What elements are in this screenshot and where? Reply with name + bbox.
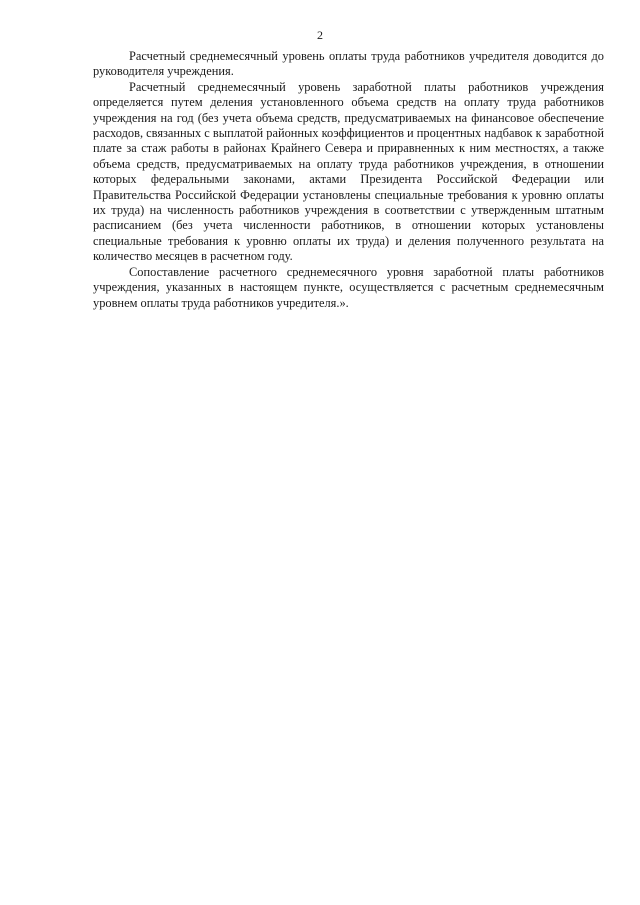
document-body <box>93 49 604 311</box>
paragraph-1: Расчетный среднемесячный уровень оплаты труда работников учредителя доводится до руководителя учреждения. <box>93 49 604 79</box>
paragraph-2: Расчетный среднемесячный уровень заработной платы работников учреждения определяется путем деления установленного объема средств на оплату труда работников учреждения на год (без учета объема средств, предусматриваемых на финансовое обеспечение расходов, связанных с выплатой районных коэффициентов и процентных надбавок к заработной плате за стаж работы в районах Крайнего Севера и приравненных к ним местностях, а также объема средств, предусматриваемых на оплату труда работников учреждения, в отношении которых федеральными законами, актами Президента Российской Федерации или Правительства Российской Федерации установлены специальные требования к уровню оплаты их труда) на численность работников учреждения в соответствии с утвержденным штатным расписанием (без учета численности работников, в отношении которых установлены специальные требования к уровню оплаты их труда) и деления полученного результата на количество месяцев в расчетном году. <box>93 79 604 264</box>
paragraph-3: Сопоставление расчетного среднемесячного уровня заработной платы работников учреждения, указанных в настоящем пункте, осуществляется с расчетным среднемесячным уровнем оплаты труда работников учредителя.». <box>93 264 604 310</box>
page-number: 2 <box>317 28 323 42</box>
